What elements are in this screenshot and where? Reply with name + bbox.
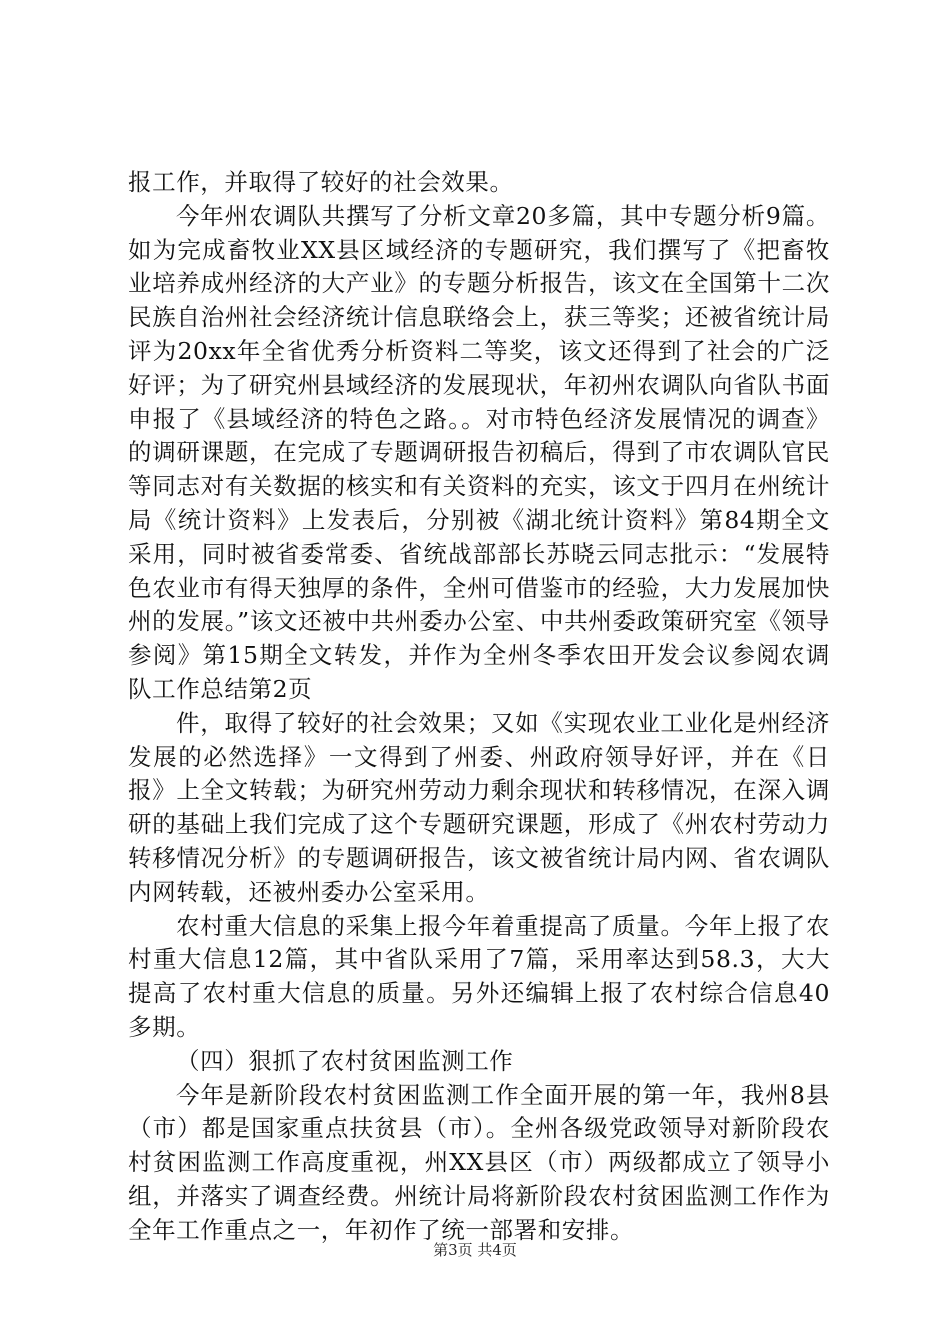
paragraph-poverty-monitoring: 今年是新阶段农村贫困监测工作全面开展的第一年，我州8县（市）都是国家重点扶贫县（市）。全州各级党政领导对新阶段农村贫困监测工作高度重视，州XX县区（市）两级都成立了领导小组，并落实了调查经费。州统计局将新阶段农村贫困监测工作作为全年工作重点之一，年初作了统一部署和安排。 xyxy=(128,1080,830,1244)
paragraph-industrialization: 件，取得了较好的社会效果；又如《实现农业工业化是州经济发展的必然选择》一文得到了州委、州政府领导好评，并在《日报》上全文转载；为研究州劳动力剩余现状和转移情况，在深入调研的基础上我们完成了这个专题研究课题，形成了《州农村劳动力转移情况分析》的专题调研报告，该文被省统计局内网、省农调队内网转载，还被州委办公室采用。 xyxy=(128,708,830,906)
paragraph-analysis-articles: 今年州农调队共撰写了分析文章20多篇，其中专题分析9篇。如为完成畜牧业XX县区域经济的专题研究，我们撰写了《把畜牧业培养成州经济的大产业》的专题分析报告，该文在全国第十二次民族自治州社会经济统计信息联络会上，获三等奖；还被省统计局评为20xx年全省优秀分析资料二等奖，该文还得到了社会的广泛好评；为了研究州县域经济的发展现状，年初州农调队向省队书面申报了《县域经济的特色之路。。对市特色经济发展情况的调查》的调研课题，在完成了专题调研报告初稿后，得到了市农调队官民等同志对有关数据的核实和有关资料的充实，该文于四月在州统计局《统计资料》上发表后，分别被《湖北统计资料》第84期全文采用，同时被省委常委、省统战部部长苏晓云同志批示：“发展特色农业市有得天独厚的条件，全州可借鉴市的经验，大力发展加快州的发展。”该文还被中共州委办公室、中共州委政策研究室《领导参阅》第15期全文转发，并作为全州冬季农田开发会议参阅农调队工作总结第2页 xyxy=(128,201,830,703)
section-heading-poverty-monitoring: （四）狠抓了农村贫困监测工作 xyxy=(176,1046,514,1075)
page-number-footer: 第3页 共4页 xyxy=(433,1241,517,1259)
paragraph-continuation: 报工作，并取得了较好的社会效果。 xyxy=(128,168,514,196)
paragraph-major-information: 农村重大信息的采集上报今年着重提高了质量。今年上报了农村重大信息12篇，其中省队采用了7篇，采用率达到58.3，大大提高了农村重大信息的质量。另外还编辑上报了农村综合信息40多期。 xyxy=(128,911,830,1041)
document-body xyxy=(128,166,830,1248)
